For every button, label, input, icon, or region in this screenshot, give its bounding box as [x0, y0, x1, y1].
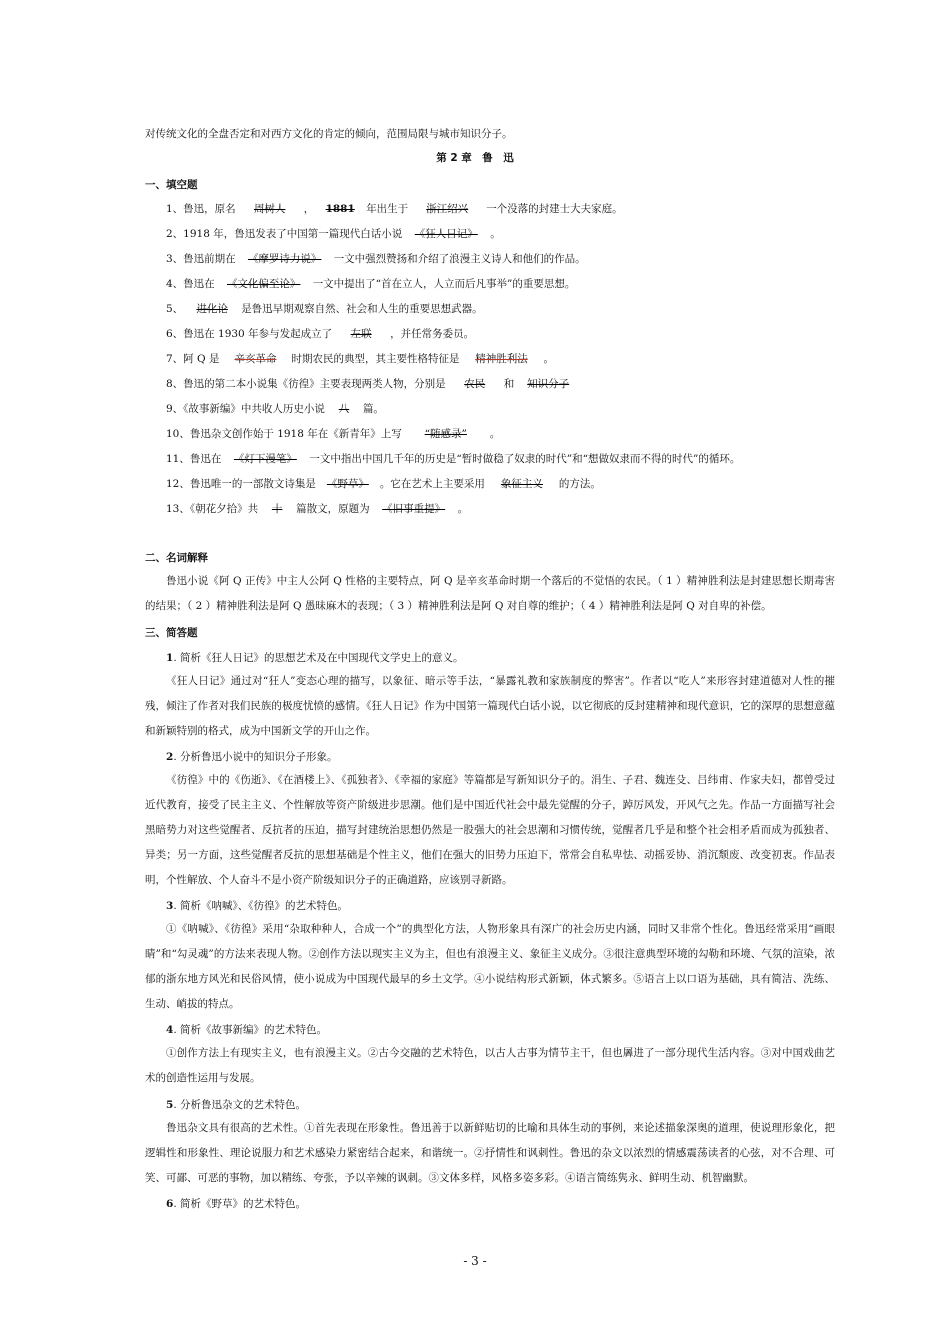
question-6	[166, 1197, 856, 1211]
question-text: . 简析《狂人日记》的思想艺术及在中国现代文学史上的意义。	[173, 652, 464, 664]
fill-item-8	[166, 377, 856, 391]
term-explanation: 鲁迅小说《阿 Q 正传》中主人公阿 Q 性格的主要特点，阿 Q 是辛亥革命时期一个落后的不觉悟的农民。（ 1 ）精神胜利法是封建思想长期毒害的结果；（ 2 ）精神胜利法是阿 Q 愚昧麻木的表现；（ 3 ）精神胜利法是阿 Q 对自尊的维护；（ 4 ）精神胜利法是阿 Q 对自卑的补偿。	[145, 575, 835, 612]
fill-item-12	[166, 477, 856, 491]
answer-blank: 1881	[325, 203, 355, 215]
question-number: 3	[166, 900, 174, 912]
question-text: . 分析鲁迅杂文的艺术特色。	[173, 1099, 306, 1111]
fill-item-13	[166, 502, 856, 516]
item-text: 7、阿 Q 是	[166, 353, 220, 365]
section-title: 二、名词解释	[145, 552, 208, 564]
question-text: . 简析《呐喊》、《彷徨》的艺术特色。	[173, 900, 348, 912]
item-text: 年出生于	[366, 203, 409, 215]
question-text: . 简析《故事新编》的艺术特色。	[173, 1024, 327, 1036]
fill-item-5	[166, 302, 856, 316]
item-text: 和	[503, 378, 515, 390]
answer-blank: 《摩罗诗力说》	[247, 253, 322, 265]
question-text: . 简析《野草》的艺术特色。	[173, 1198, 306, 1210]
question-number: 5	[166, 1099, 174, 1111]
answer-blank: 《旧事重提》	[382, 503, 446, 515]
answer-blank: 《灯下漫笔》	[233, 453, 297, 465]
item-text: 。它在艺术上主要采用	[379, 478, 485, 490]
question-4	[166, 1023, 856, 1037]
question-2	[166, 750, 856, 764]
fill-item-11	[166, 452, 856, 466]
item-text: 10、鲁迅杂文创作始于 1918 年在《新青年》上写	[166, 428, 402, 440]
item-text: 篇散文，原题为	[296, 503, 370, 515]
item-text: 。	[543, 353, 554, 365]
question-number: 1	[166, 652, 174, 664]
item-text: 1、鲁迅，原名	[166, 203, 236, 215]
fill-item-7	[166, 352, 856, 366]
item-text: 6、鲁迅在 1930 年参与发起成立了	[166, 328, 333, 340]
item-text: 是鲁迅早期观察自然、社会和人生的重要思想武器。	[241, 303, 483, 315]
page-number: - 3 -	[463, 1254, 487, 1268]
answer-5: 鲁迅杂文具有很高的艺术性。①首先表现在形象性。鲁迅善于以新鲜贴切的比喻和具体生动的事例，来论述描象深奥的道理，使说理形象化，把逻辑性和形象性、理论说服力和艺术感染力紧密结合起来，和谐统一。②抒情性和讽刺性。鲁迅的杂文以浓烈的情感震荡读者的心弦，对不合理、可笑、可鄙、可恶的事物，加以精练、夸张，予以辛辣的讽刺。③文体多样，风格多姿多彩。④语言简练隽永、鲜明生动、机智幽默。	[145, 1122, 835, 1184]
fill-item-3	[166, 252, 856, 266]
answer-blank: 知识分子	[527, 378, 570, 390]
fill-item-6	[166, 327, 856, 341]
section-title: 一、填空题	[145, 179, 198, 191]
question-number: 2	[166, 751, 174, 763]
question-3	[166, 899, 856, 913]
intro-line: 对传统文化的全盘否定和对西方文化的肯定的倾向，范围局限与城市知识分子。	[145, 128, 513, 140]
question-number: 4	[166, 1024, 174, 1036]
item-text: 的方法。	[558, 478, 601, 490]
answer-4: ①创作方法上有现实主义，也有浪漫主义。②古今交融的艺术特色，以古人古事为情节主干，但也羼进了一部分现代生活内容。③对中国戏曲艺术的创造性运用与发展。	[145, 1047, 835, 1084]
item-text: 3、鲁迅前期在	[166, 253, 236, 265]
item-text: 一文中指出中国几千年的历史是“暂时做稳了奴隶的时代”和“想做奴隶而不得的时代”的循环。	[309, 453, 741, 465]
answer-blank: 农民	[464, 378, 486, 390]
item-text: 4、鲁迅在	[166, 278, 215, 290]
question-5	[166, 1098, 856, 1112]
fill-item-1	[166, 202, 856, 216]
item-text: ，并任常务委员。	[390, 328, 475, 340]
item-text: 一文中强烈赞扬和介绍了浪漫主义诗人和他们的作品。	[333, 253, 586, 265]
answer-blank: 《狂人日记》	[414, 228, 478, 240]
answer-blank: 《野草》	[326, 478, 369, 490]
fill-item-4	[166, 277, 856, 291]
item-text: 一个没落的封建士大夫家庭。	[486, 203, 623, 215]
question-number: 6	[166, 1198, 174, 1210]
answer-blank: 周树人	[253, 203, 286, 215]
item-text: 12、鲁迅唯一的一部散文诗集是	[166, 478, 316, 490]
item-text: 一文中提出了“首在立人，人立而后凡事举”的重要思想。	[312, 278, 576, 290]
fill-item-9	[166, 402, 856, 416]
question-text: . 分析鲁迅小说中的知识分子形象。	[173, 751, 338, 763]
chapter-title: 第 2 章 鲁 迅	[436, 152, 514, 164]
answer-blank: 进化论	[196, 303, 228, 315]
item-text: 。	[489, 428, 501, 440]
item-text: 2、1918 年，鲁迅发表了中国第一篇现代白话小说	[166, 228, 403, 240]
item-text: 。	[457, 503, 469, 515]
answer-2: 《彷徨》中的《伤逝》、《在酒楼上》、《孤独者》、《幸福的家庭》等篇都是写新知识分子的。涓生、子君、魏连殳、吕纬甫、作家夫妇，都曾受过近代教育，接受了民主主义、个性解放等资产阶级进步思潮。他们是中国近代社会中最先觉醒的分子，踔厉风发，开风气之先。作品一方面描写社会黑暗势力对这些觉醒者、反抗者的压迫，描写封建统治思想仍然是一股强大的社会思潮和习惯传统，觉醒者几乎是和整个社会相矛盾而成为孤独者、异类；另一方面，这些觉醒者反抗的思想基础是个性主义，他们在强大的旧势力压迫下，常常会自私卑怯、动摇妥协、消沉颓废、改变初衷。作品表明，个性解放、个人奋斗不是小资产阶级知识分子的正确道路，应该别寻新路。	[145, 774, 835, 886]
section-title: 三、简答题	[145, 627, 198, 639]
fill-item-10	[166, 427, 856, 441]
answer-blank: 辛亥革命	[234, 353, 277, 365]
item-text: 。	[490, 228, 501, 240]
answer-1: 《狂人日记》通过对“狂人”变态心理的描写，以象征、暗示等手法，“暴露礼教和家族制度的弊害”。作者以“吃人”来形容封建道德对人性的摧残，倾注了作者对我们民族的极度忧愤的感情。《狂人日记》作为中国第一篇现代白话小说，以它彻底的反封建精神和现代意识，它的深厚的思想意蕴和新颖特别的格式，成为中国新文学的开山之作。	[145, 675, 835, 737]
answer-blank: 十	[271, 503, 283, 515]
answer-blank: 《文化偏至论》	[226, 278, 301, 290]
item-text: 11、鲁迅在	[166, 453, 222, 465]
answer-blank: 象征主义	[500, 478, 543, 490]
answer-blank: 浙江绍兴	[426, 203, 469, 215]
item-text: ，	[303, 203, 315, 215]
question-1	[166, 651, 856, 665]
answer-blank: 左联	[350, 328, 372, 340]
answer-blank: 八	[338, 403, 350, 415]
item-text: 8、鲁迅的第二本小说集《彷徨》主要表现两类人物，分别是	[166, 378, 446, 390]
item-text: 9、《故事新编》中共收人历史小说	[166, 403, 325, 415]
item-text: 篇。	[362, 403, 384, 415]
answer-blank: 精神胜利法	[475, 353, 528, 365]
answer-3: ①《呐喊》、《彷徨》采用“杂取种种人，合成一个”的典型化方法，人物形象具有深广的社会历史内涵，同时又非常个性化。鲁迅经常采用“画眼睛”和“勾灵魂”的方法来表现人物。②创作方法以现实主义为主，但也有浪漫主义、象征主义成分。③很注意典型环境的勾勒和环境、气氛的渲染，浓郁的浙东地方风光和民俗风情，使小说成为中国现代最早的乡土文学。④小说结构形式新颖，体式繁多。⑤语言上以口语为基础，具有简洁、洗练、生动、峭拔的特点。	[145, 923, 835, 1010]
item-text: 13、《朝花夕拾》共	[166, 503, 259, 515]
answer-blank: “随感录”	[424, 428, 467, 440]
fill-item-2	[166, 227, 856, 241]
item-text: 时期农民的典型，其主要性格特征是	[291, 353, 460, 365]
item-text: 5、	[166, 303, 184, 315]
